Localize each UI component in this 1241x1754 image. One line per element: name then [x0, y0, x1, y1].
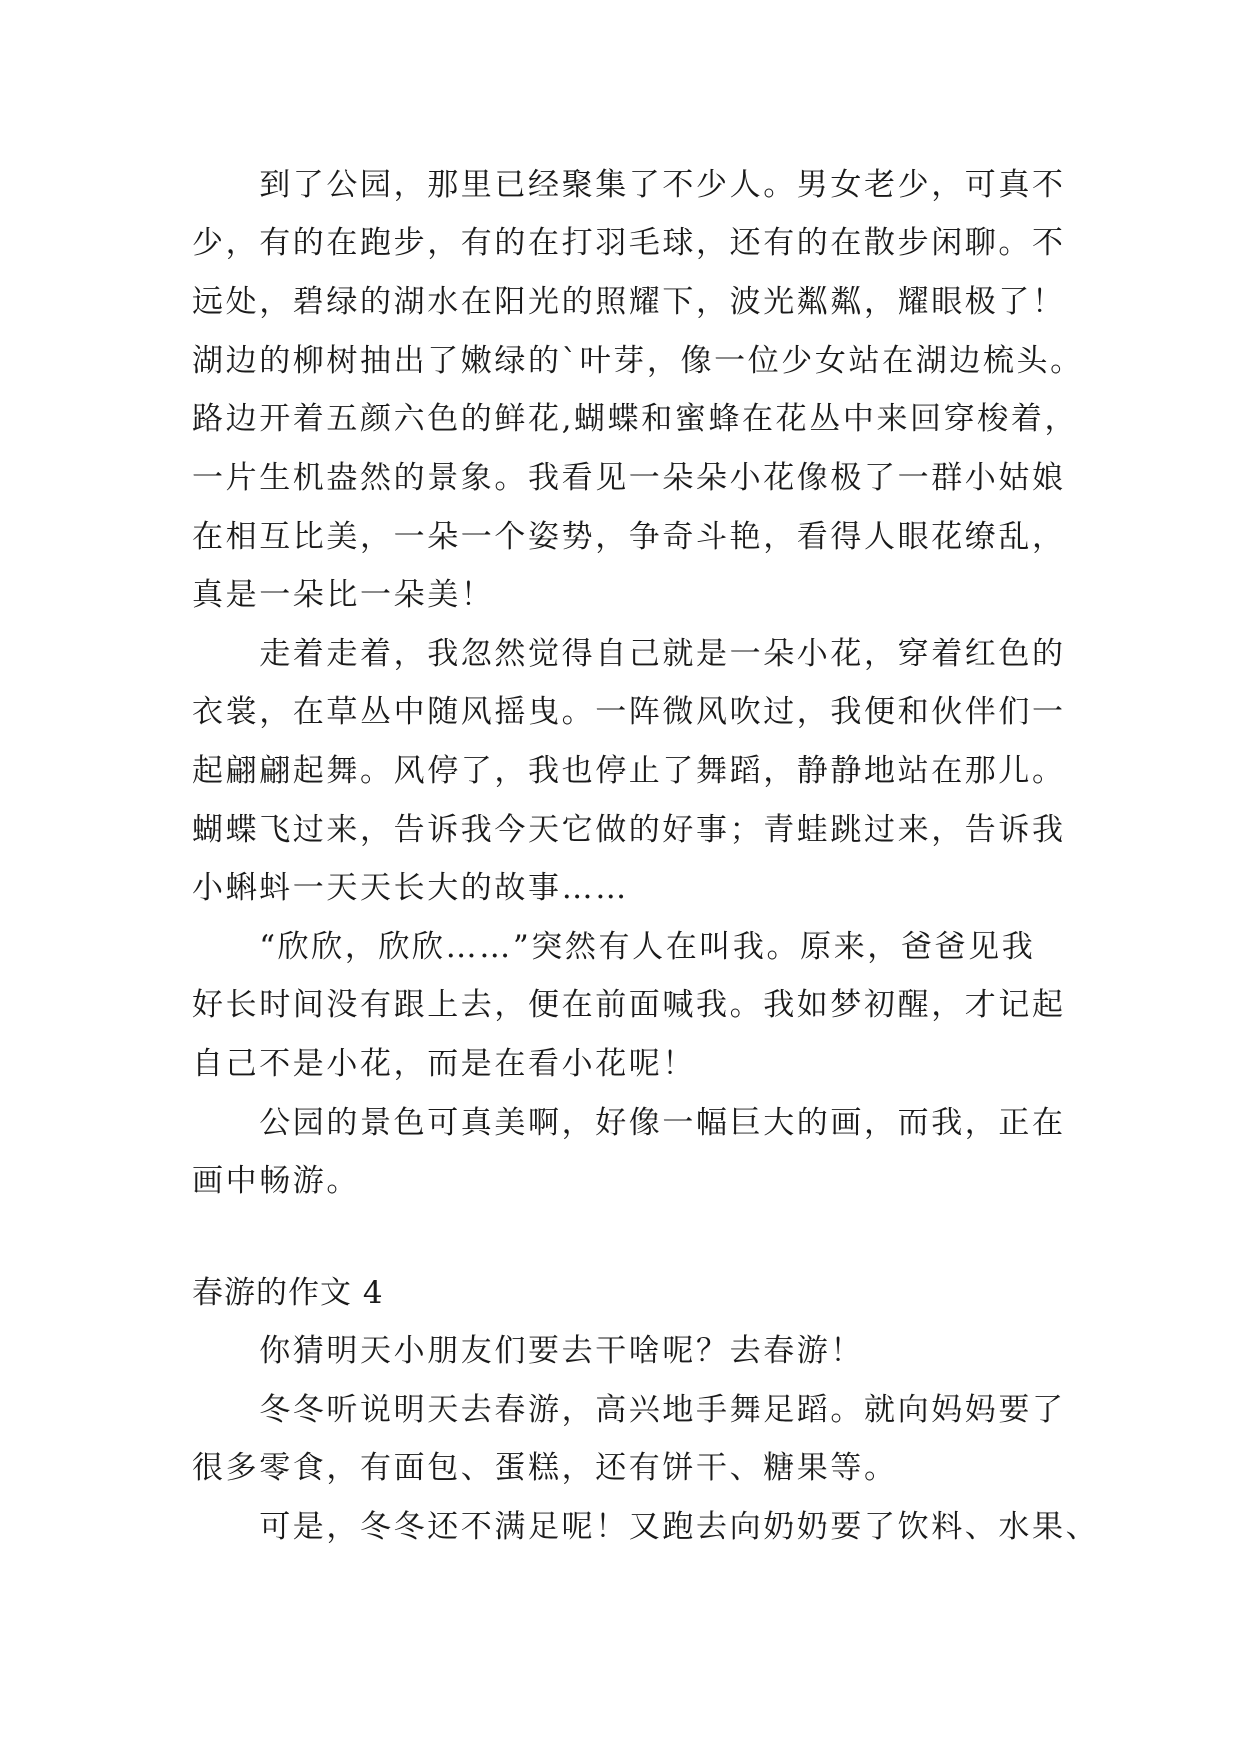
- paragraph-1-line-4: 湖边的柳树抽出了嫩绿的`叶芽，像一位少女站在湖边梳头。: [192, 343, 1084, 379]
- paragraph-1-line-3: 远处，碧绿的湖水在阳光的照耀下，波光粼粼，耀眼极了！: [192, 284, 1066, 320]
- paragraph-2-line-3: 起翩翩起舞。风停了，我也停止了舞蹈，静静地站在那儿。: [192, 753, 1066, 789]
- paragraph-6-line-1: 冬冬听说明天去春游，高兴地手舞足蹈。就向妈妈要了: [192, 1392, 1066, 1428]
- paragraph-1-line-5: 路边开着五颜六色的鲜花,蝴蝶和蜜蜂在花丛中来回穿梭着，: [192, 401, 1079, 437]
- paragraph-2-line-4: 蝴蝶飞过来，告诉我今天它做的好事；青蛙跳过来，告诉我: [192, 812, 1066, 848]
- paragraph-4-line-1: 公园的景色可真美啊，好像一幅巨大的画，而我，正在: [192, 1105, 1066, 1141]
- paragraph-5-line-1: 你猜明天小朋友们要去干啥呢？去春游！: [192, 1333, 864, 1369]
- paragraph-6-line-2: 很多零食，有面包、蛋糕，还有饼干、糖果等。: [192, 1450, 898, 1486]
- paragraph-3-line-1: “欣欣，欣欣……”突然有人在叫我。原来，爸爸见我: [192, 929, 1036, 965]
- paragraph-2-line-5: 小蝌蚪一天天长大的故事……: [192, 870, 629, 906]
- paragraph-3-line-3: 自己不是小花，而是在看小花呢！: [192, 1046, 696, 1082]
- paragraph-7-line-1: 可是，冬冬还不满足呢！又跑去向奶奶要了饮料、水果、: [192, 1509, 1100, 1545]
- paragraph-1-line-1: 到了公园，那里已经聚集了不少人。男女老少，可真不: [192, 167, 1066, 203]
- section-heading: 春游的作文 4: [192, 1275, 384, 1311]
- paragraph-3-line-2: 好长时间没有跟上去，便在前面喊我。我如梦初醒，才记起: [192, 987, 1066, 1023]
- paragraph-2-line-1: 走着走着，我忽然觉得自己就是一朵小花，穿着红色的: [192, 636, 1066, 672]
- paragraph-1-line-2: 少，有的在跑步，有的在打羽毛球，还有的在散步闲聊。不: [192, 225, 1066, 261]
- paragraph-2-line-2: 衣裳，在草丛中随风摇曳。一阵微风吹过，我便和伙伴们一: [192, 694, 1066, 730]
- paragraph-1-line-8: 真是一朵比一朵美！: [192, 577, 495, 613]
- paragraph-1-line-7: 在相互比美，一朵一个姿势，争奇斗艳，看得人眼花缭乱，: [192, 519, 1066, 555]
- paragraph-1-line-6: 一片生机盎然的景象。我看见一朵朵小花像极了一群小姑娘: [192, 460, 1066, 496]
- paragraph-4-line-2: 画中畅游。: [192, 1163, 360, 1199]
